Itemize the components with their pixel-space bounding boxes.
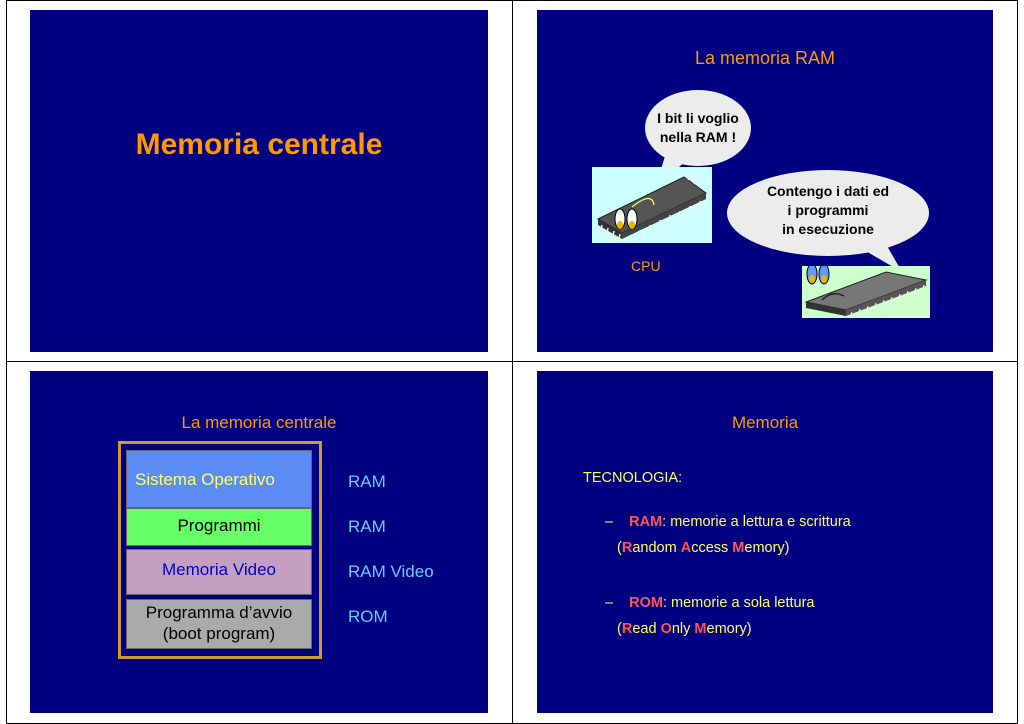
boot-line: Programma d’avvio bbox=[145, 603, 293, 622]
acronym-rest: ead bbox=[632, 621, 661, 637]
bubble-line: in esecuzione bbox=[782, 221, 874, 237]
acronym-letter: A bbox=[680, 540, 692, 556]
memory-type-label: RAM bbox=[348, 472, 386, 491]
cpu-chip-image bbox=[592, 167, 712, 243]
rom-acronym bbox=[617, 621, 752, 637]
acronym-rest: andom bbox=[632, 540, 681, 556]
memory-type-label: RAM bbox=[348, 517, 386, 536]
acronym-letter: R bbox=[621, 621, 633, 637]
slide-title: La memoria centrale bbox=[181, 413, 337, 432]
ram-acronym bbox=[617, 540, 790, 556]
cpu-label: CPU bbox=[631, 258, 661, 274]
rom-description: : memorie a sola lettura bbox=[662, 595, 815, 611]
bubble-line: I bit li voglio bbox=[657, 110, 739, 126]
memory-block-os: Sistema Operativo bbox=[126, 450, 312, 508]
slide-1[interactable] bbox=[30, 10, 488, 352]
paren: ( bbox=[617, 540, 622, 556]
memory-block-video: Memoria Video bbox=[126, 549, 312, 595]
bullet-dash: – bbox=[605, 595, 614, 611]
slide-3[interactable] bbox=[30, 371, 488, 713]
bubble-line: Contengo i dati ed bbox=[766, 183, 890, 199]
memory-block-boot bbox=[126, 599, 312, 649]
acronym-letter: O bbox=[660, 621, 672, 637]
acronym-letter: M bbox=[694, 621, 707, 637]
ram-chip-icon bbox=[802, 266, 930, 318]
slide-title: Memoria bbox=[731, 413, 799, 432]
ram-term: RAM bbox=[629, 514, 663, 530]
grid-line-center bbox=[512, 0, 513, 724]
slide-title: La memoria RAM bbox=[694, 48, 836, 68]
cpu-chip-icon bbox=[592, 167, 712, 243]
memory-type-label: ROM bbox=[348, 607, 388, 626]
slide-2[interactable] bbox=[537, 10, 993, 352]
technology-label: TECNOLOGIA: bbox=[583, 470, 683, 486]
acronym-rest: ccess bbox=[691, 540, 733, 556]
paren: ( bbox=[617, 621, 622, 637]
boot-line: (boot program) bbox=[162, 624, 276, 643]
acronym-letter: M bbox=[732, 540, 745, 556]
ram-description: : memorie a lettura e scrittura bbox=[662, 514, 851, 530]
grid-line-left bbox=[6, 0, 7, 724]
acronym-rest: emory) bbox=[744, 540, 790, 556]
bubble-line: i programmi bbox=[787, 202, 869, 218]
acronym-rest: emory) bbox=[706, 621, 752, 637]
slide-4[interactable] bbox=[537, 371, 993, 713]
slide-title: Memoria centrale bbox=[135, 128, 383, 161]
rom-term: ROM bbox=[629, 595, 663, 611]
memory-block-programs: Programmi bbox=[126, 508, 312, 546]
bubble-line: nella RAM ! bbox=[659, 129, 737, 145]
rom-bullet bbox=[605, 595, 815, 611]
speech-bubble-cpu bbox=[645, 90, 751, 166]
acronym-letter: R bbox=[621, 540, 633, 556]
ram-chip-image bbox=[802, 266, 930, 318]
bullet-dash: – bbox=[605, 514, 614, 530]
acronym-rest: nly bbox=[671, 621, 695, 637]
ram-bullet bbox=[605, 514, 851, 530]
speech-bubble-ram bbox=[727, 170, 929, 256]
memory-type-label: RAM Video bbox=[348, 562, 434, 581]
grid-line-right bbox=[1017, 0, 1018, 724]
